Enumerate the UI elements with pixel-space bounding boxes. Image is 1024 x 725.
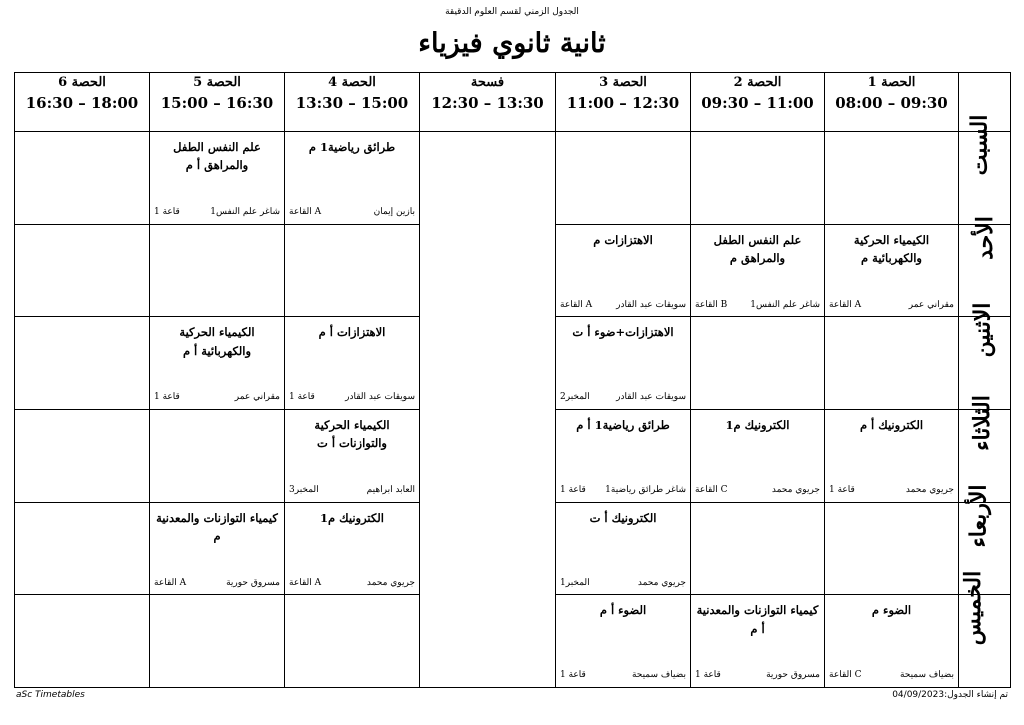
lesson-teacher: مقراني عمر <box>908 299 954 310</box>
lesson-subject: الضوء أ م <box>599 603 647 618</box>
lesson-teacher: جريوي محمد <box>366 577 415 588</box>
period-name: فسحة <box>470 75 505 90</box>
lesson-room: المخبر1 <box>560 577 590 588</box>
lesson-room: قاعة 1 <box>695 670 721 681</box>
lesson-cell <box>15 132 150 225</box>
lesson-cell <box>15 502 150 595</box>
lesson-card <box>556 225 690 316</box>
lesson-subject: الكترونيك م1 <box>320 510 384 525</box>
lesson-subject: الكترونيك أ م <box>859 417 924 432</box>
lesson-teacher: بضياف سميحة <box>631 670 686 681</box>
day-cell <box>959 571 1011 688</box>
lesson-cell <box>691 317 825 410</box>
lesson-cell <box>556 317 691 410</box>
lesson-room: B القاعة <box>695 299 728 310</box>
lesson-subject: الضوء م <box>871 603 912 618</box>
lesson-teacher: سويقات عبد القادر <box>616 392 686 403</box>
lesson-card <box>15 317 149 408</box>
lesson-card <box>150 595 284 686</box>
lesson-cell <box>150 595 285 688</box>
day-name: السبت <box>966 114 993 176</box>
lesson-cell <box>556 409 691 502</box>
lesson-teacher: مسروق حورية <box>766 670 820 681</box>
break-column <box>420 132 556 688</box>
lesson-card <box>285 225 419 316</box>
lesson-card <box>15 225 149 316</box>
period-name: الحصة 5 <box>193 75 241 90</box>
lesson-cell <box>825 502 959 595</box>
page-title: ثانية ثانوي فيزياء <box>418 28 606 59</box>
lesson-card <box>285 503 419 594</box>
period-time: 11:00 – 12:30 <box>566 94 680 112</box>
lesson-cell <box>825 317 959 410</box>
lesson-cell <box>285 595 420 688</box>
lesson-card <box>150 410 284 501</box>
lesson-teacher: سويقات عبد القادر <box>345 392 415 403</box>
lesson-teacher: مسروق حورية <box>226 577 280 588</box>
lesson-cell <box>556 595 691 688</box>
lesson-cell <box>150 409 285 502</box>
period-time: 13:30 – 15:00 <box>295 94 409 112</box>
lesson-room: قاعة 1 <box>289 392 315 403</box>
lesson-card <box>150 132 284 223</box>
day-name: الاثنين <box>969 302 996 358</box>
lesson-card <box>691 410 824 501</box>
day-name: الخميس <box>959 571 986 646</box>
lesson-subject: الكترونيك أ ت <box>589 510 657 525</box>
lesson-card <box>556 595 690 686</box>
lesson-subject: طرائق رياضية1 أ م <box>576 417 670 432</box>
lesson-card <box>285 410 419 501</box>
lesson-subject: كيمياء التوازنات والمعدنية أ م <box>696 603 819 636</box>
lesson-cell <box>556 502 691 595</box>
lesson-subject: طرائق رياضية1 م <box>308 140 396 154</box>
period-time: 08:00 – 09:30 <box>835 94 948 112</box>
lesson-room: قاعة 1 <box>829 484 855 495</box>
period-name: الحصة 1 <box>867 75 916 90</box>
lesson-cell <box>691 132 825 225</box>
lesson-cell <box>150 224 285 317</box>
lesson-cell <box>285 224 420 317</box>
day-cell <box>959 114 1011 225</box>
lesson-card <box>285 317 419 408</box>
lesson-card <box>691 595 824 686</box>
period-header <box>825 73 959 132</box>
lesson-subject: الاهتزازات م <box>593 232 653 247</box>
lesson-subject: الكيمياء الحركية والكهربائية م <box>853 232 930 266</box>
lesson-card <box>691 317 824 408</box>
lesson-room: A القاعة <box>289 577 322 588</box>
lesson-teacher: بضياف سميحة <box>899 670 954 681</box>
lesson-card <box>285 595 419 686</box>
lesson-cell <box>15 317 150 410</box>
lesson-room: قاعة 1 <box>560 670 586 681</box>
creation-date: تم إنشاء الجدول:04/09/2023 <box>892 690 1008 700</box>
lesson-cell <box>15 409 150 502</box>
timetable-grid <box>14 72 1011 688</box>
lesson-room: المخبر3 <box>289 484 319 495</box>
lesson-card <box>825 410 958 501</box>
lesson-cell <box>285 132 420 225</box>
lesson-card <box>825 225 958 316</box>
day-name: الثلاثاء <box>969 395 996 451</box>
lesson-card <box>691 503 824 594</box>
period-header <box>691 73 825 132</box>
lesson-card <box>150 225 284 316</box>
lesson-room: A القاعة <box>289 207 322 217</box>
lesson-card <box>15 503 149 594</box>
lesson-cell <box>556 132 691 225</box>
lesson-cell <box>825 595 959 688</box>
lesson-card <box>825 503 958 594</box>
day-row <box>15 132 1011 225</box>
lesson-teacher: العابد ابراهيم <box>366 484 415 495</box>
header-row <box>15 73 1011 132</box>
lesson-cell <box>15 224 150 317</box>
period-header <box>556 73 691 132</box>
lesson-cell <box>15 595 150 688</box>
lesson-subject: علم النفس الطفل والمراهق م <box>713 232 802 266</box>
period-header <box>15 73 150 132</box>
period-time: 12:30 – 13:30 <box>431 94 544 112</box>
lesson-cell <box>150 132 285 225</box>
day-name: الأربعاء <box>965 484 992 548</box>
lesson-cell <box>285 409 420 502</box>
lesson-cell <box>556 224 691 317</box>
lesson-room: C القاعة <box>829 670 862 681</box>
period-name: الحصة 4 <box>328 75 376 90</box>
timetable-subtitle: الجدول الزمني لقسم العلوم الدقيقة <box>445 7 579 17</box>
lesson-teacher: بازين إيمان <box>373 207 415 217</box>
period-header <box>150 73 285 132</box>
lesson-card <box>556 317 690 408</box>
lesson-subject: الكيمياء الحركية والتوازنات أ ت <box>314 417 390 451</box>
lesson-cell <box>825 409 959 502</box>
lesson-card <box>285 132 419 223</box>
period-name: الحصة 3 <box>599 75 647 90</box>
period-time: 15:00 – 16:30 <box>160 94 274 112</box>
lesson-subject: الاهتزازات+ضوء أ ت <box>572 325 674 340</box>
day-name: الأحد <box>971 215 998 260</box>
lesson-card <box>825 132 958 223</box>
lesson-room: قاعة 1 <box>154 392 180 403</box>
lesson-teacher: مقراني عمر <box>234 392 280 403</box>
lesson-teacher: جريوي محمد <box>771 484 820 495</box>
lesson-room: قاعة 1 <box>154 207 180 217</box>
lesson-room: C القاعة <box>695 484 728 495</box>
period-header <box>285 73 420 132</box>
lesson-cell <box>691 502 825 595</box>
lesson-card <box>556 410 690 501</box>
lesson-card <box>691 225 824 316</box>
lesson-teacher: شاغر طرائق رياضية1 <box>605 484 686 495</box>
lesson-subject: علم النفس الطفل والمراهق أ م <box>173 140 261 173</box>
lesson-cell <box>150 502 285 595</box>
lesson-subject: الكيمياء الحركية والكهربائية أ م <box>179 325 255 358</box>
lesson-card <box>556 132 690 223</box>
lesson-card <box>556 503 690 594</box>
lesson-subject: الاهتزازات أ م <box>318 325 386 340</box>
lesson-room: A القاعة <box>560 299 593 310</box>
lesson-card <box>825 317 958 408</box>
lesson-cell <box>285 502 420 595</box>
lesson-teacher: سويقات عبد القادر <box>616 299 686 310</box>
lesson-cell <box>825 132 959 225</box>
lesson-cell <box>150 317 285 410</box>
lesson-card <box>150 317 284 408</box>
lesson-subject: كيمياء التوازنات والمعدنية م <box>156 510 278 544</box>
lesson-teacher: شاغر علم النفس1 <box>210 207 280 217</box>
lesson-card <box>15 132 149 223</box>
lesson-teacher: جريوي محمد <box>905 484 954 495</box>
lesson-card <box>15 595 149 686</box>
lesson-cell <box>691 409 825 502</box>
lesson-card <box>825 595 958 686</box>
period-time: 09:30 – 11:00 <box>701 94 814 112</box>
lesson-teacher: شاغر علم النفس1 <box>750 299 820 310</box>
software-credit: aSc Timetables <box>16 690 85 700</box>
lesson-teacher: جريوي محمد <box>637 577 686 588</box>
lesson-cell <box>285 317 420 410</box>
lesson-card <box>691 132 824 223</box>
lesson-room: A القاعة <box>154 577 187 588</box>
lesson-room: المخبر2 <box>560 392 590 403</box>
lesson-room: قاعة 1 <box>560 484 586 495</box>
lesson-card <box>150 503 284 594</box>
lesson-cell <box>825 224 959 317</box>
lesson-cell <box>691 224 825 317</box>
period-name: الحصة 6 <box>58 75 106 90</box>
break-header <box>420 73 556 132</box>
period-name: الحصة 2 <box>733 75 782 90</box>
lesson-cell <box>691 595 825 688</box>
lesson-card <box>15 410 149 501</box>
lesson-room: A القاعة <box>829 299 862 310</box>
period-time: 16:30 – 18:00 <box>25 94 139 112</box>
lesson-subject: الكترونيك م1 <box>725 417 790 432</box>
